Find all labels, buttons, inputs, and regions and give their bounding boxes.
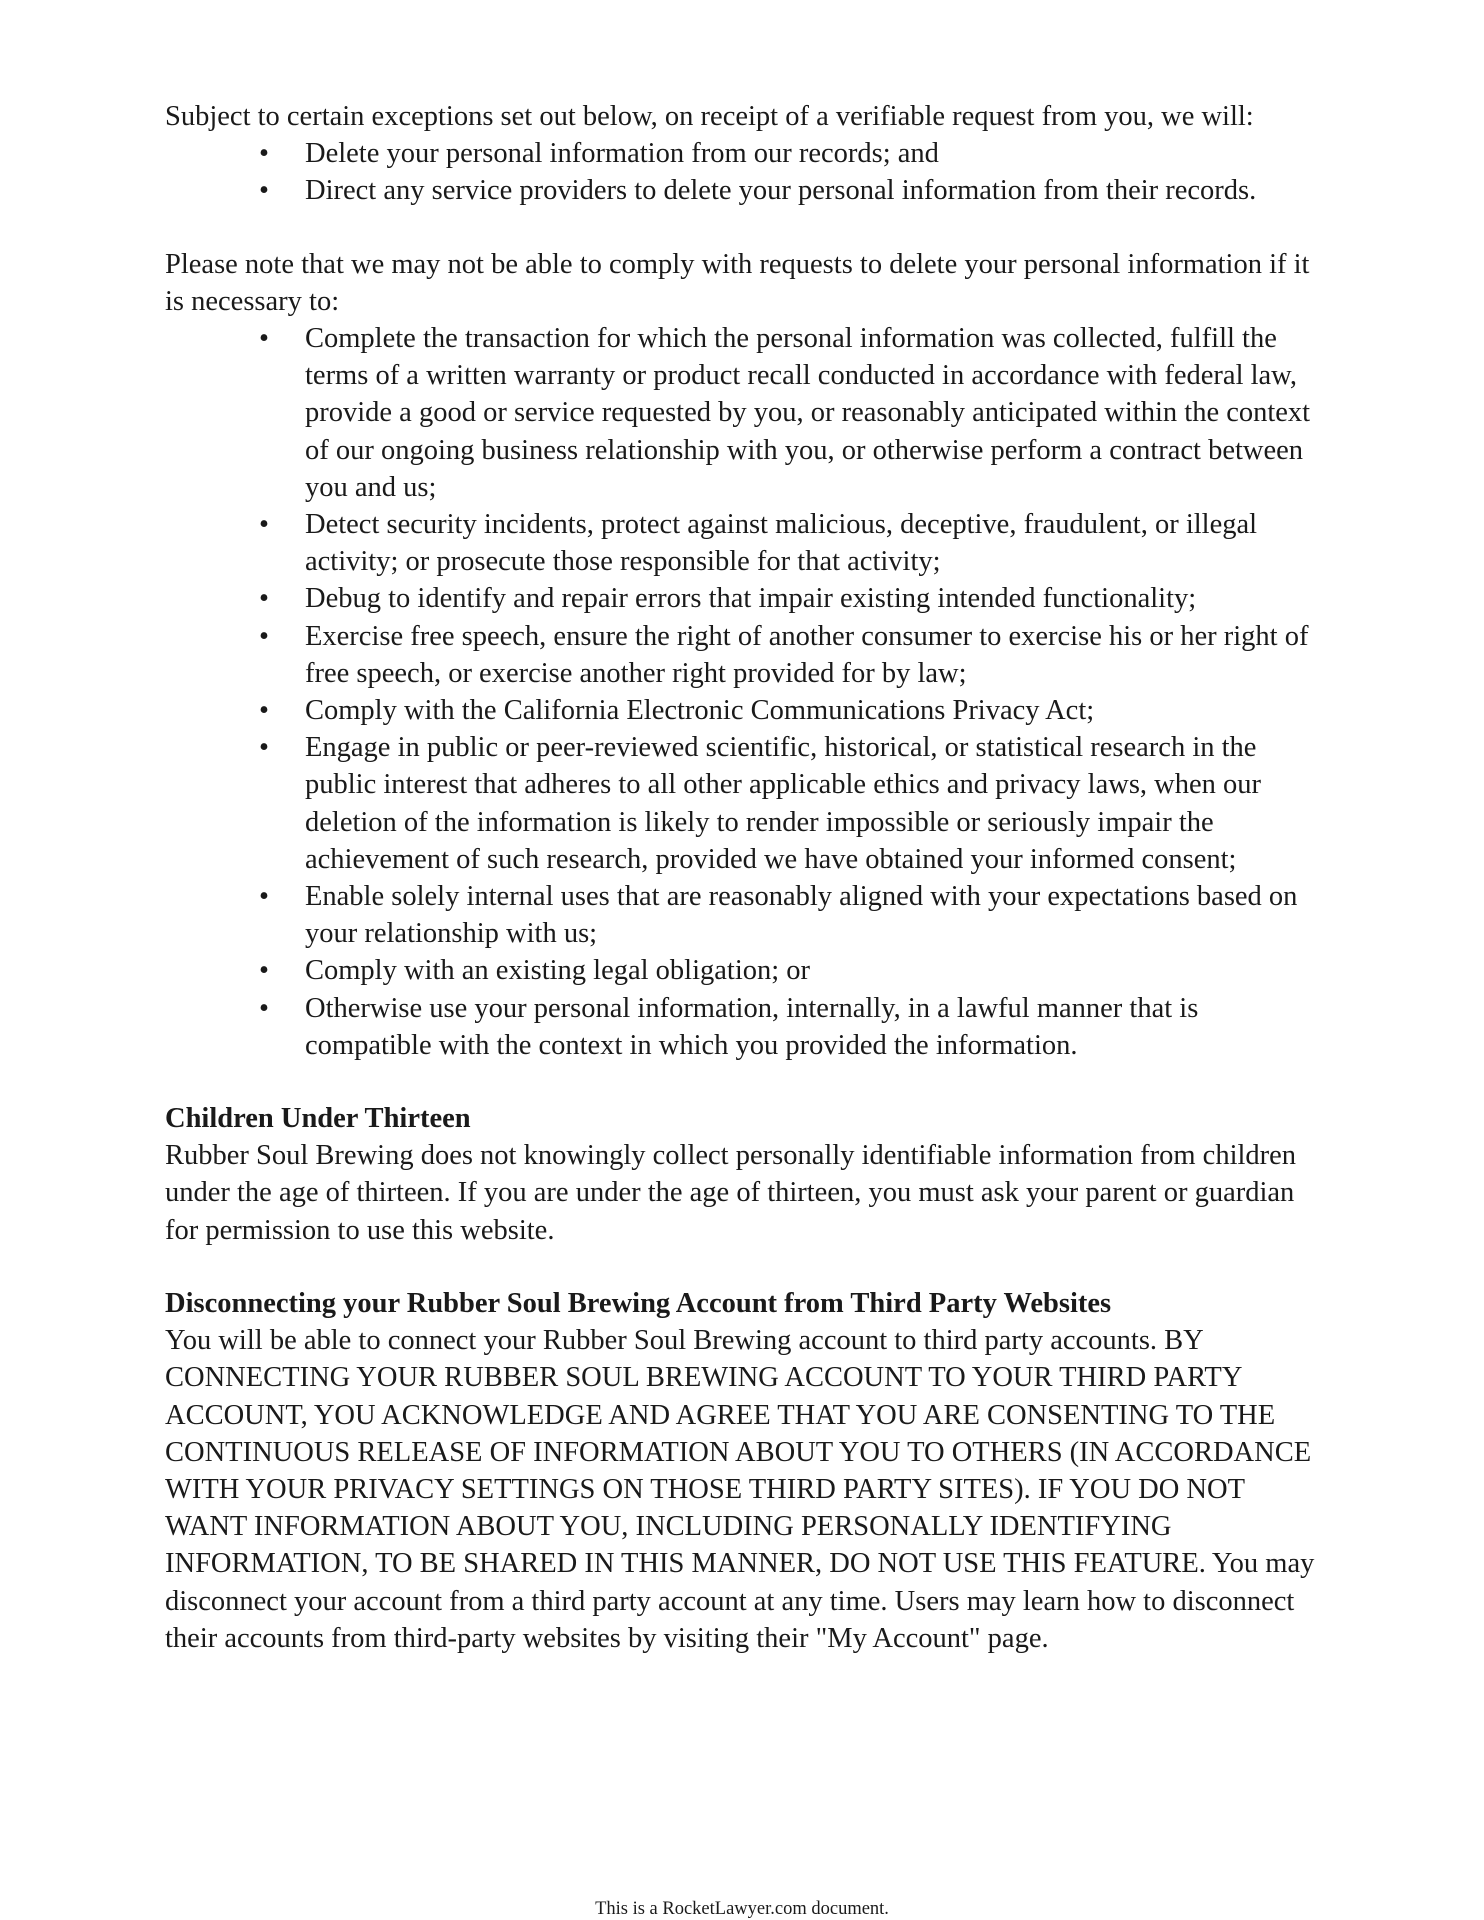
exceptions-list	[165, 320, 1330, 1064]
deletion-intro: Subject to certain exceptions set out below, on receipt of a verifiable request from you, we will:	[165, 101, 1254, 132]
disconnect-body: You will be able to connect your Rubber Soul Brewing account to third party accounts. BY CONNECTING YOUR RUBBER SOUL BREWING ACCOUNT TO YOUR THIRD PARTY ACCOUNT, YOU ACKNOWLEDGE AND AGREE THAT YOU ARE CONSENTING TO THE CONTINUOUS RELEASE OF INFORMATION ABOUT YOU TO OTHERS (IN ACCORDANCE WITH YOUR PRIVACY SETTINGS ON THOSE THIRD PARTY SITES). IF YOU DO NOT WANT INFORMATION ABOUT YOU, INCLUDING PERSONALLY IDENTIFYING INFORMATION, TO BE SHARED IN THIS MANNER, DO NOT USE THIS FEATURE. You may disconnect your account from a third party account at any time. Users may learn how to disconnect their accounts from third-party websites by visiting their "My Account" page.	[165, 1325, 1315, 1654]
exceptions-intro: Please note that we may not be able to comply with requests to delete your personal information if it is necessary to:	[165, 248, 1310, 317]
list-item: • Direct any service providers to delete your personal information from their records.	[305, 172, 1330, 209]
page-footer: This is a RocketLawyer.com document.	[595, 1899, 889, 1919]
disconnect-heading: Disconnecting your Rubber Soul Brewing Account from Third Party Websites	[165, 1287, 1112, 1319]
document-body	[165, 98, 1330, 1657]
list-item: • Enable solely internal uses that are reasonably aligned with your expectations based on your relationship with us;	[305, 878, 1330, 952]
list-item: • Engage in public or peer-reviewed scientific, historical, or statistical research in the public interest that adheres to all other applicable ethics and privacy laws, when our deletion of the information is likely to render impossible or seriously impair the achievement of such research, provided we have obtained your informed consent;	[305, 729, 1330, 878]
list-item: • Comply with the California Electronic Communications Privacy Act;	[305, 692, 1330, 729]
list-item: • Complete the transaction for which the personal information was collected, fulfill the terms of a written warranty or product recall conducted in accordance with federal law, provide a good or service requested by you, or reasonably anticipated within the context of our ongoing business relationship with you, or otherwise perform a contract between you and us;	[305, 320, 1330, 506]
list-item: • Exercise free speech, ensure the right of another consumer to exercise his or her right of free speech, or exercise another right provided for by law;	[305, 618, 1330, 692]
list-item: • Comply with an existing legal obligation; or	[305, 952, 1330, 989]
children-body: Rubber Soul Brewing does not knowingly collect personally identifiable information from children under the age of thirteen. If you are under the age of thirteen, you must ask your parent or guardian for permission to use this website.	[165, 1140, 1297, 1246]
list-item: • Delete your personal information from our records; and	[305, 135, 1330, 172]
list-item: • Detect security incidents, protect against malicious, deceptive, fraudulent, or illegal activity; or prosecute those responsible for that activity;	[305, 506, 1330, 580]
paragraph-spacer	[165, 210, 1330, 246]
children-heading: Children Under Thirteen	[165, 1103, 471, 1135]
list-item: • Otherwise use your personal information, internally, in a lawful manner that is compatible with the context in which you provided the information.	[305, 990, 1330, 1064]
list-item: • Debug to identify and repair errors that impair existing intended functionality;	[305, 580, 1330, 617]
paragraph-spacer	[165, 1064, 1330, 1100]
deletion-actions-list	[165, 135, 1330, 209]
paragraph-spacer	[165, 1249, 1330, 1285]
